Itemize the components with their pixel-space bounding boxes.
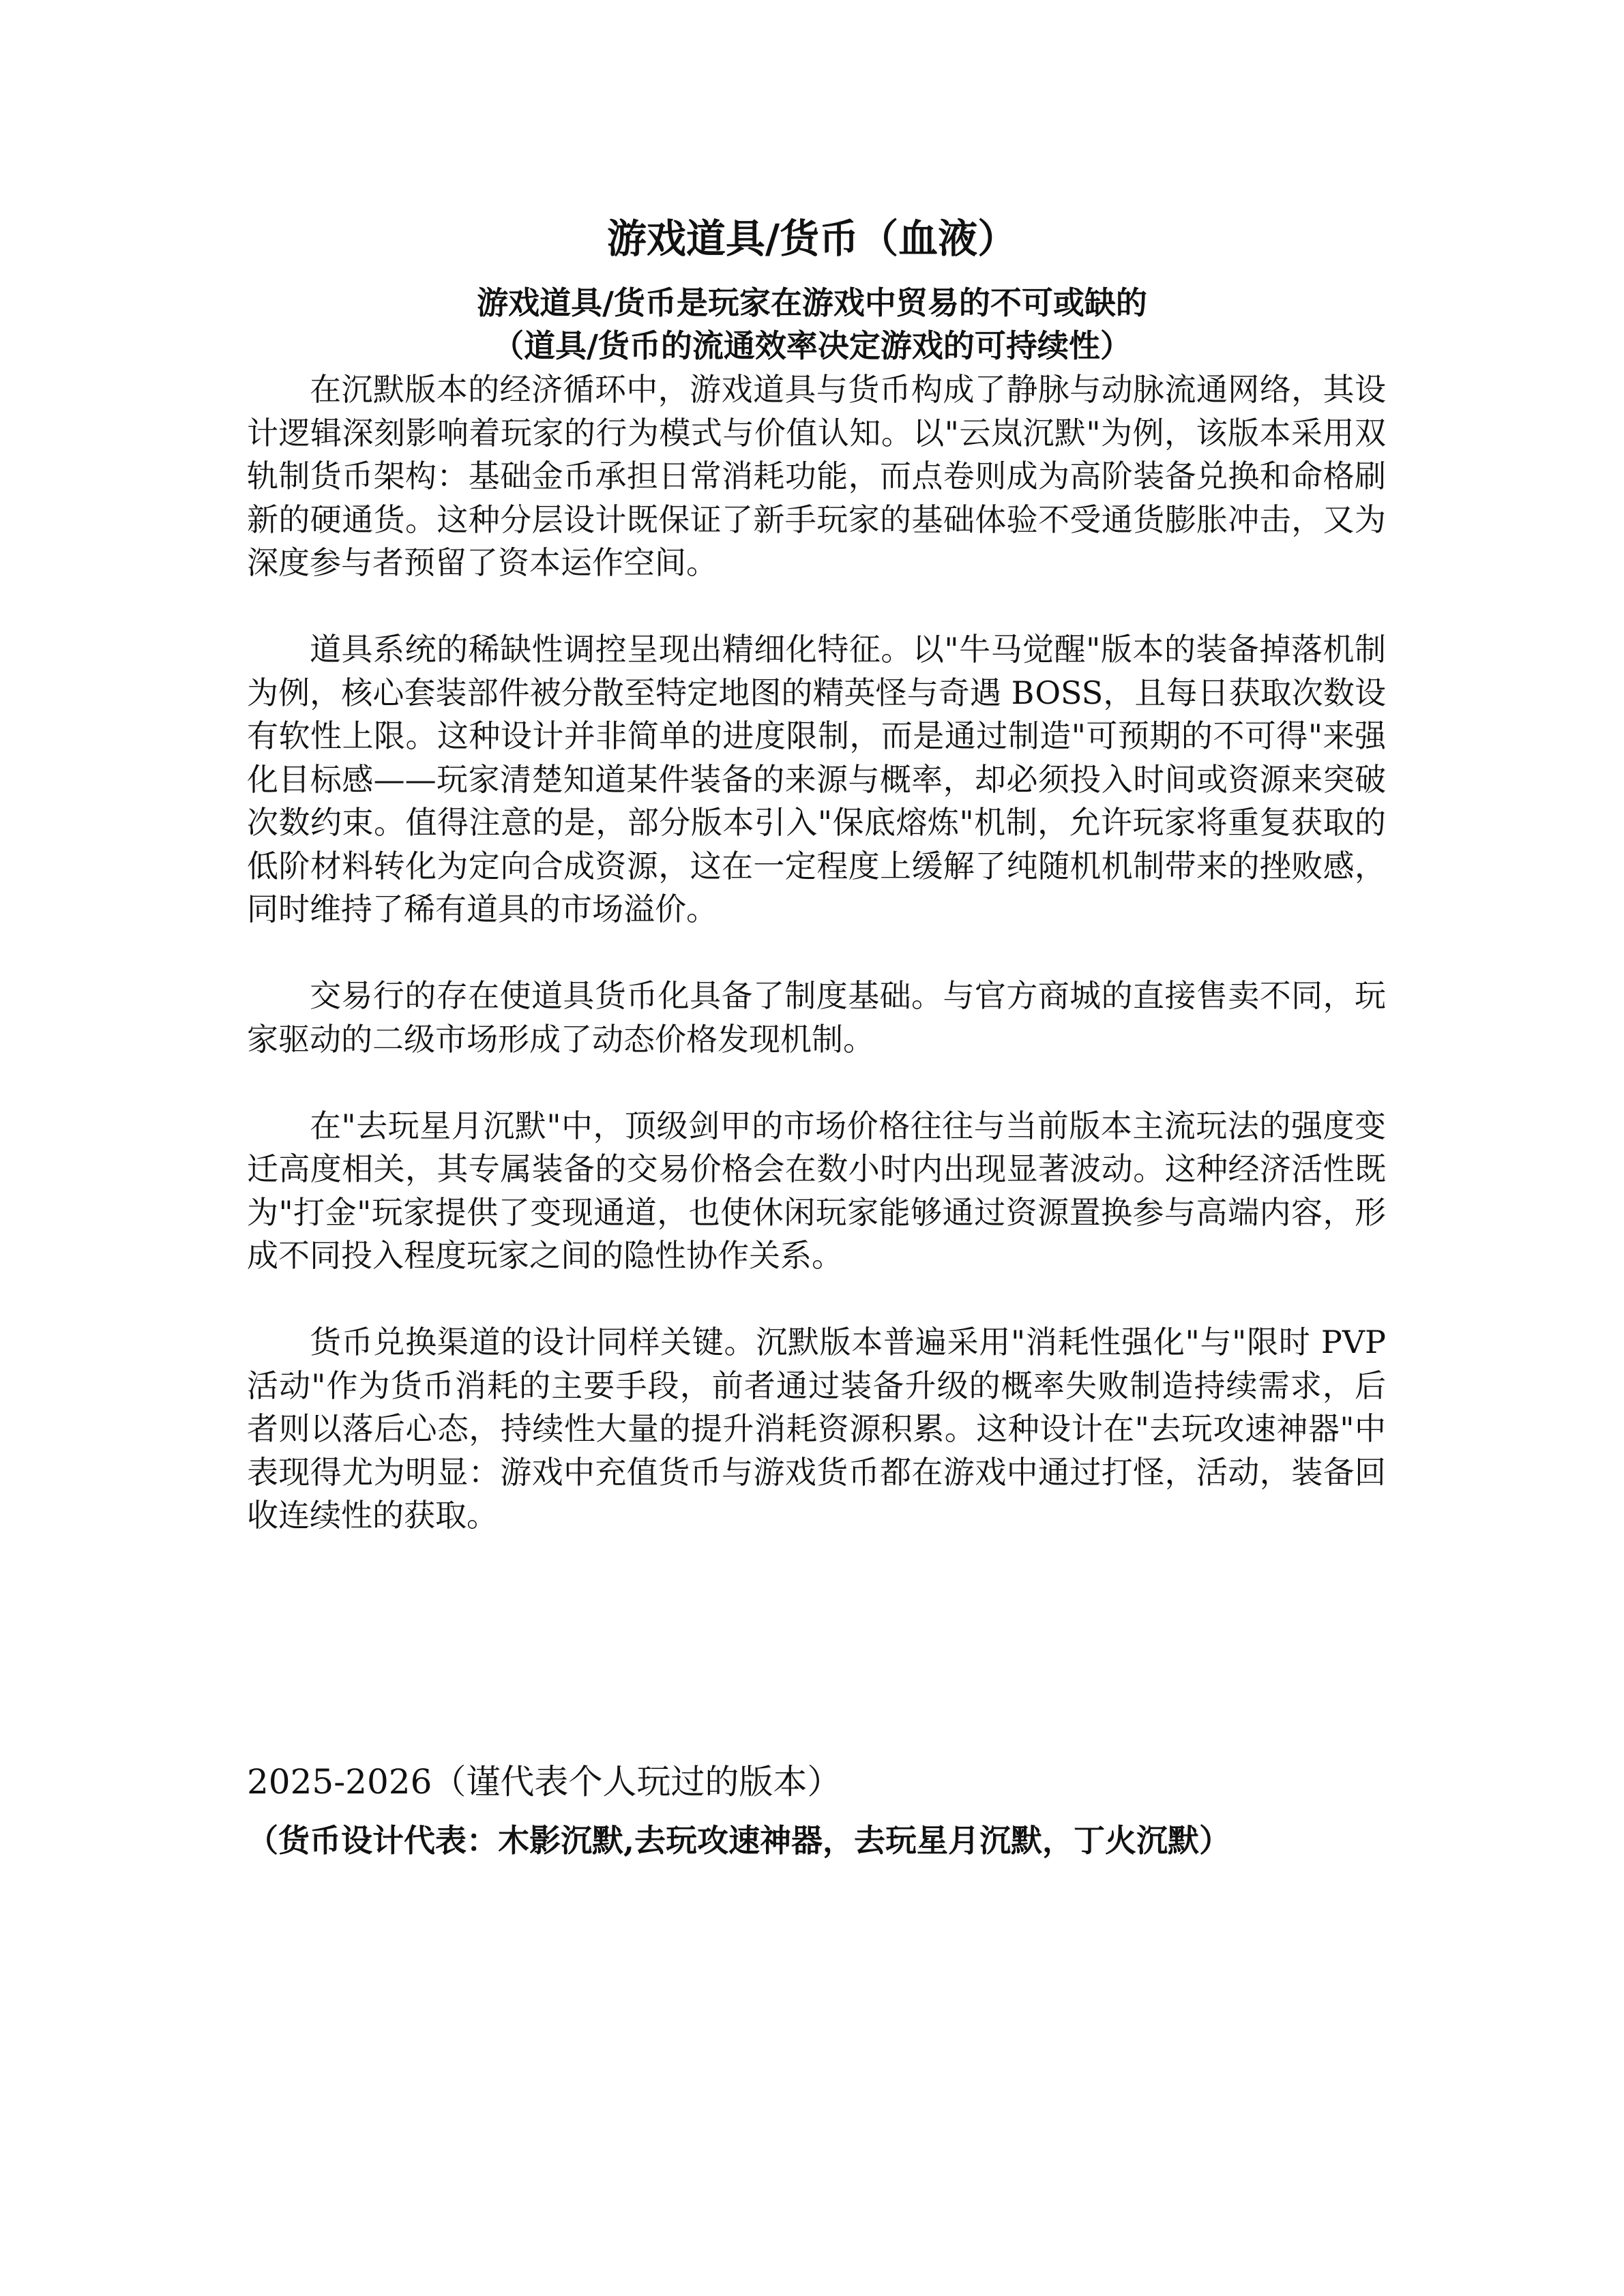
paragraph-currency-structure: 在沉默版本的经济循环中，游戏道具与货币构成了静脉与动脉流通网络，其设计逻辑深刻影响着玩家的行为模式与价值认知。以"云岚沉默"为例，该版本采用双轨制货币架构：基础金币承担日常消耗功能，而点卷则成为高阶装备兑换和命格刷新的硬通货。这种分层设计既保证了新手玩家的基础体验不受通货膨胀冲击，又为深度参与者预留了资本运作空间。 xyxy=(247,371,1386,581)
document-subtitle-note: （道具/货币的流通效率决定游戏的可持续性） xyxy=(492,327,1132,364)
document-body xyxy=(247,368,1386,1538)
version-year-line: 2025-2026（谨代表个人玩过的版本） xyxy=(247,1762,842,1802)
paragraph-price-volatility: 在"去玩星月沉默"中，顶级剑甲的市场价格往往与当前版本主流玩法的强度变迁高度相关，其专属装备的交易价格会在数小时内出现显著波动。这种经济活性既为"打金"玩家提供了变现通道，也使休闲玩家能够通过资源置换参与高端内容，形成不同投入程度玩家之间的隐性协作关系。 xyxy=(247,1107,1386,1274)
currency-design-representatives: （货币设计代表：木影沉默,去玩攻速神器，去玩星月沉默，丁火沉默） xyxy=(247,1822,1231,1859)
paragraph-gap xyxy=(247,931,1386,975)
paragraph-trading-market: 交易行的存在使道具货币化具备了制度基础。与官方商城的直接售卖不同，玩家驱动的二级市场形成了动态价格发现机制。 xyxy=(247,977,1386,1058)
paragraph-item-scarcity: 道具系统的稀缺性调控呈现出精细化特征。以"牛马觉醒"版本的装备掉落机制为例，核心套装部件被分散至特定地图的精英怪与奇遇 BOSS，且每日获取次数设有软性上限。这种设计并非简单的进度限制，而是通过制造"可预期的不可得"来强化目标感——玩家清楚知道某件装备的来源与概率，却必须投入时间或资源来突破次数约束。值得注意的是，部分版本引入"保底熔炼"机制，允许玩家将重复获取的低阶材料转化为定向合成资源，这在一定程度上缓解了纯随机机制带来的挫败感，同时维持了稀有道具的市场溢价。 xyxy=(247,631,1386,927)
paragraph-gap xyxy=(247,1278,1386,1322)
document-subtitle: 游戏道具/货币是玩家在游戏中贸易的不可或缺的 xyxy=(477,284,1147,321)
document-title: 游戏道具/货币（血液） xyxy=(606,215,1018,262)
paragraph-gap xyxy=(247,585,1386,629)
paragraph-currency-exchange: 货币兑换渠道的设计同样关键。沉默版本普遍采用"消耗性强化"与"限时 PVP 活动"作为货币消耗的主要手段，前者通过装备升级的概率失败制造持续需求，后者则以落后心态，持续性大量的提升消耗资源积累。这种设计在"去玩攻速神器"中表现得尤为明显：游戏中充值货币与游戏货币都在游戏中通过打怪，活动，装备回收连续性的获取。 xyxy=(247,1324,1386,1534)
paragraph-gap xyxy=(247,1061,1386,1105)
